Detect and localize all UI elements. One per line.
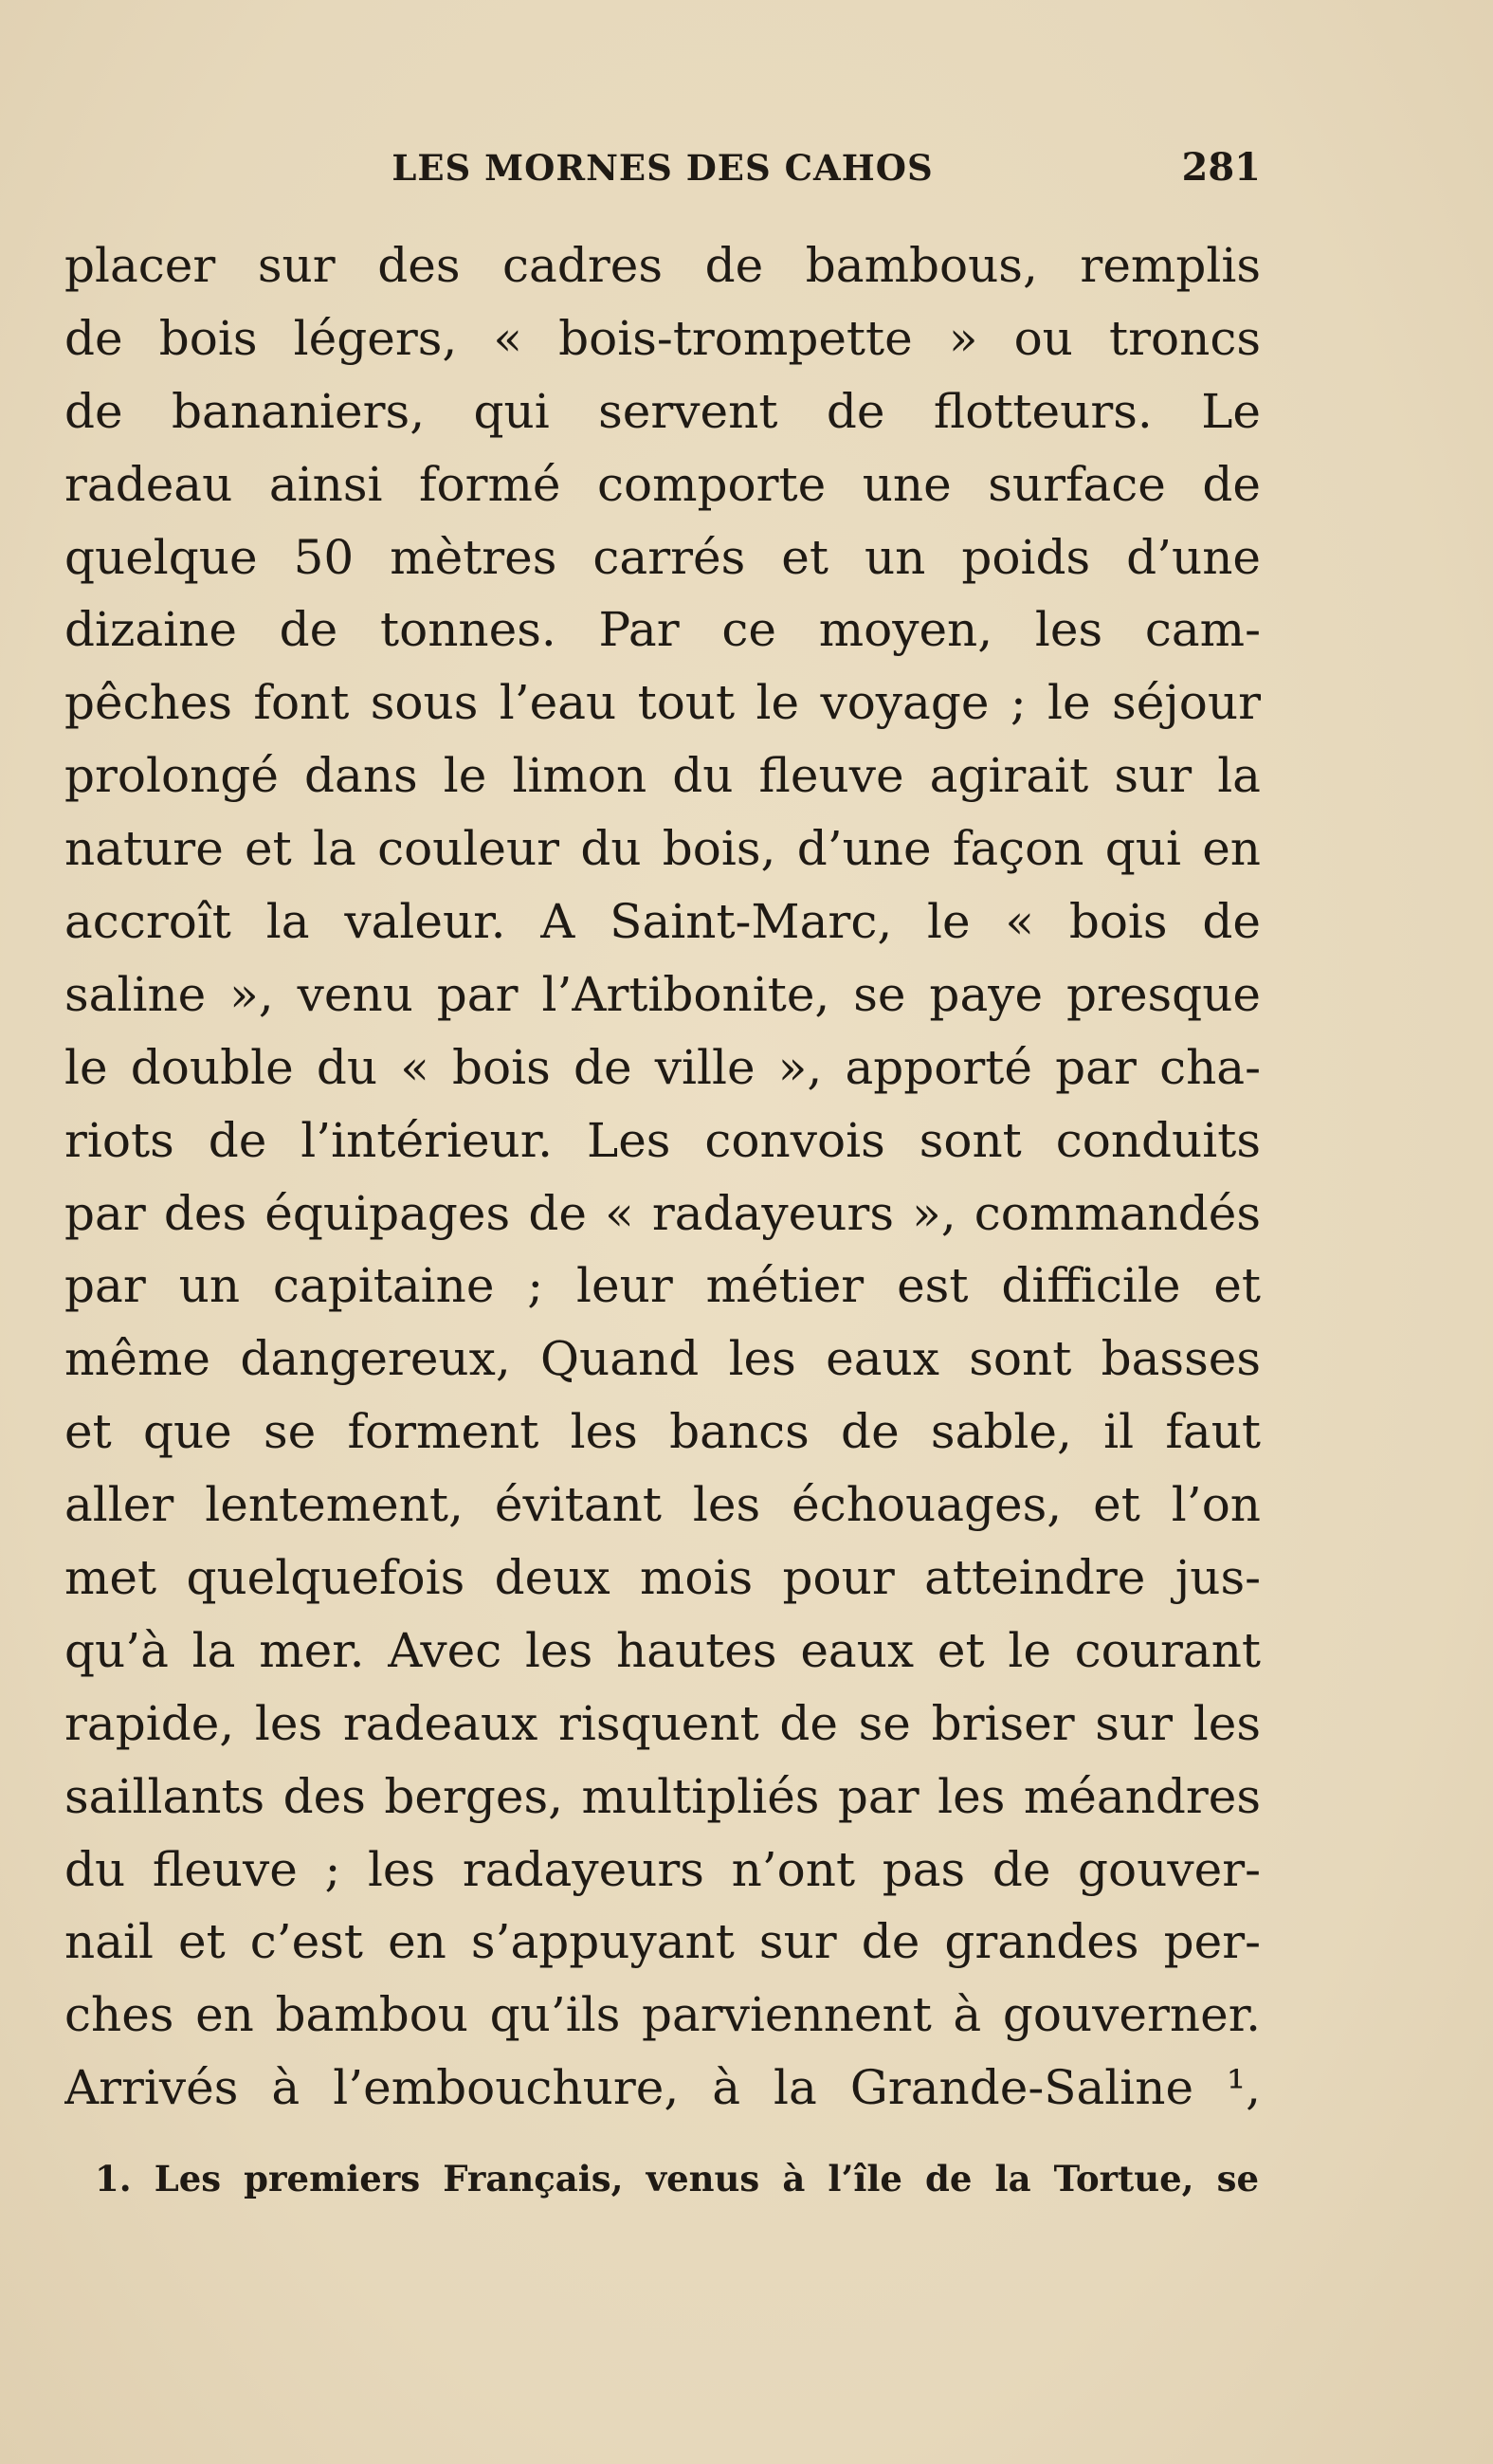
running-head xyxy=(64,144,1261,192)
text-line: le double du « bois de ville », apporté par cha- xyxy=(64,1039,1261,1095)
text-line: par des équipages de « radayeurs », commandés xyxy=(64,1185,1261,1241)
text-line: même dangereux, Quand les eaux sont basses xyxy=(64,1331,1261,1387)
text-line: accroît la valeur. A Saint-Marc, le « bois de xyxy=(64,894,1261,950)
text-line: qu’à la mer. Avec les hautes eaux et le courant xyxy=(64,1622,1261,1678)
text-line: dizaine de tonnes. Par ce moyen, les cam- xyxy=(64,602,1261,658)
text-line: prolongé dans le limon du fleuve agirait sur la xyxy=(64,748,1261,804)
body-text xyxy=(64,229,1261,2125)
text-line: pêches font sous l’eau tout le voyage ; le séjour xyxy=(64,675,1261,731)
text-line: nail et c’est en s’appuyant sur de grandes per- xyxy=(64,1914,1261,1970)
text-line: du fleuve ; les radayeurs n’ont pas de gouver- xyxy=(64,1841,1261,1897)
text-line: rapide, les radeaux risquent de se briser sur les xyxy=(64,1695,1261,1751)
running-title: LES MORNES DES CAHOS xyxy=(391,147,934,189)
text-line: Arrivés à l’embouchure, à la Grande-Saline ¹, xyxy=(64,2060,1261,2116)
text-line: par un capitaine ; leur métier est difficile et xyxy=(64,1258,1261,1314)
text-line: saline », venu par l’Artibonite, se paye presque xyxy=(64,966,1261,1022)
text-line: nature et la couleur du bois, d’une façon qui en xyxy=(64,821,1261,877)
text-line: de bois légers, « bois-trompette » ou troncs xyxy=(64,310,1261,366)
text-line: et que se forment les bancs de sable, il faut xyxy=(64,1404,1261,1460)
text-line: ches en bambou qu’ils parviennent à gouverner. xyxy=(64,1987,1261,2043)
text-line: de bananiers, qui servent de flotteurs. Le xyxy=(64,383,1261,439)
text-line: saillants des berges, multipliés par les méandres xyxy=(64,1768,1261,1824)
text-line: placer sur des cadres de bambous, remplis xyxy=(64,238,1261,293)
text-line: aller lentement, évitant les échouages, et l’on xyxy=(64,1477,1261,1533)
text-line: radeau ainsi formé comporte une surface de xyxy=(64,456,1261,512)
text-line: met quelquefois deux mois pour atteindre jus- xyxy=(64,1550,1261,1606)
text-line: riots de l’intérieur. Les convois sont conduits xyxy=(64,1112,1261,1168)
text-line: quelque 50 mètres carrés et un poids d’une xyxy=(64,529,1261,585)
footnote: 1. Les premiers Français, venus à l’île de la Tortue, se xyxy=(95,2158,1259,2199)
page-number: 281 xyxy=(1181,145,1261,190)
